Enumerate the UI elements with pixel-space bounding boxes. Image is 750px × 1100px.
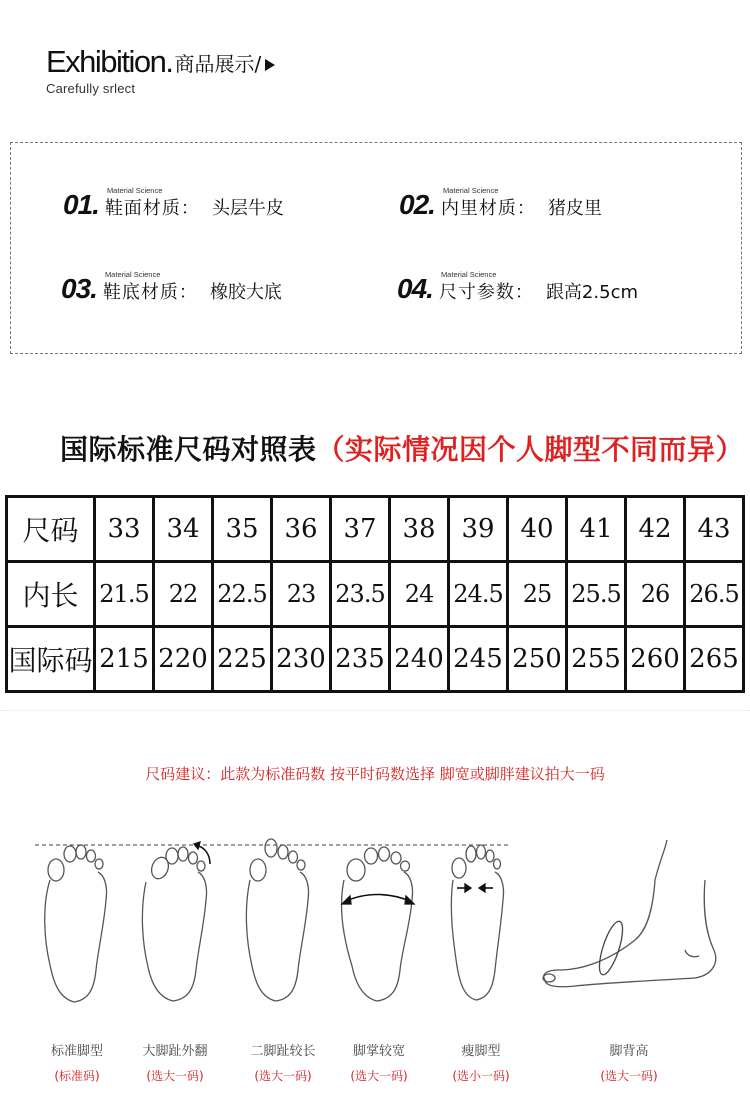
table-cell: 245 bbox=[449, 627, 508, 692]
foot-type-label bbox=[324, 1040, 434, 1084]
table-cell: 215 bbox=[95, 627, 154, 692]
bunion-foot-icon bbox=[142, 842, 210, 1001]
table-cell: 255 bbox=[567, 627, 626, 692]
material-value: 跟高2.5cm bbox=[545, 282, 638, 303]
material-value: 橡胶大底 bbox=[209, 282, 282, 303]
table-cell: 240 bbox=[390, 627, 449, 692]
foot-type-label bbox=[574, 1040, 684, 1084]
material-number: 02. bbox=[399, 189, 435, 220]
foot-type-label bbox=[426, 1040, 536, 1084]
row-header: 内长 bbox=[7, 562, 95, 627]
material-science-tag: Material Science bbox=[106, 186, 163, 195]
foot-type-name: 大脚趾外翻 bbox=[142, 1044, 208, 1059]
table-cell: 230 bbox=[272, 627, 331, 692]
material-label: 鞋底材质： bbox=[102, 282, 198, 303]
table-cell: 225 bbox=[213, 627, 272, 692]
standard-foot-icon bbox=[45, 845, 107, 1002]
long-second-toe-foot-icon bbox=[246, 839, 308, 1001]
table-cell: 23 bbox=[272, 562, 331, 627]
material-value: 头层牛皮 bbox=[211, 198, 284, 219]
table-cell: 26.5 bbox=[685, 562, 744, 627]
foot-type-label bbox=[120, 1040, 230, 1084]
table-cell: 260 bbox=[626, 627, 685, 692]
material-label: 尺寸参数： bbox=[438, 282, 534, 303]
table-cell: 24.5 bbox=[449, 562, 508, 627]
material-label: 鞋面材质： bbox=[104, 198, 200, 219]
table-cell: 42 bbox=[626, 497, 685, 562]
table-cell: 26 bbox=[626, 562, 685, 627]
play-arrow-icon bbox=[265, 59, 275, 71]
wide-foot-icon bbox=[342, 847, 414, 1001]
table-cell: 23.5 bbox=[331, 562, 390, 627]
table-cell: 21.5 bbox=[95, 562, 154, 627]
header-title-cn: 商品展示/ bbox=[174, 52, 262, 76]
row-header: 尺码 bbox=[7, 497, 95, 562]
material-science-tag: Material Science bbox=[442, 186, 499, 195]
material-number: 03. bbox=[61, 273, 97, 304]
foot-type-advice: (选小一码) bbox=[452, 1069, 510, 1083]
foot-type-illustrations bbox=[0, 830, 750, 1030]
table-cell: 25.5 bbox=[567, 562, 626, 627]
foot-type-name: 标准脚型 bbox=[50, 1044, 103, 1059]
section-divider bbox=[0, 710, 750, 712]
slim-foot-icon bbox=[451, 845, 503, 1000]
table-cell: 34 bbox=[154, 497, 213, 562]
foot-type-advice: (选大一码) bbox=[254, 1069, 312, 1083]
table-cell: 33 bbox=[95, 497, 154, 562]
table-cell: 25 bbox=[508, 562, 567, 627]
table-cell: 22.5 bbox=[213, 562, 272, 627]
table-cell: 36 bbox=[272, 497, 331, 562]
size-chart-title-main: 国际标准尺码对照表 bbox=[60, 433, 317, 466]
material-label: 内里材质： bbox=[440, 198, 536, 219]
material-number: 01. bbox=[63, 189, 99, 220]
table-cell: 35 bbox=[213, 497, 272, 562]
size-chart-title bbox=[60, 428, 744, 468]
material-item bbox=[63, 186, 284, 220]
size-table bbox=[5, 495, 745, 693]
table-cell: 22 bbox=[154, 562, 213, 627]
material-item bbox=[61, 270, 282, 304]
table-cell: 39 bbox=[449, 497, 508, 562]
foot-type-advice: (选大一码) bbox=[350, 1069, 408, 1083]
material-science-tag: Material Science bbox=[104, 270, 161, 279]
material-item bbox=[397, 270, 638, 304]
table-cell: 24 bbox=[390, 562, 449, 627]
material-science-tag: Material Science bbox=[440, 270, 497, 279]
row-header: 国际码 bbox=[7, 627, 95, 692]
foot-type-advice: (选大一码) bbox=[146, 1069, 204, 1083]
size-chart-title-note: （实际情况因个人脚型不同而异） bbox=[316, 433, 745, 466]
table-cell: 38 bbox=[390, 497, 449, 562]
table-cell: 235 bbox=[331, 627, 390, 692]
size-advice: 尺码建议：此款为标准码数 按平时码数选择 脚宽或脚胖建议拍大一码 bbox=[145, 765, 605, 783]
header-title-en: Exhibition. bbox=[46, 44, 173, 79]
table-cell: 43 bbox=[685, 497, 744, 562]
foot-type-advice: (标准码) bbox=[54, 1069, 100, 1083]
table-row bbox=[7, 627, 744, 692]
material-item bbox=[399, 186, 602, 220]
foot-type-name: 脚掌较宽 bbox=[352, 1044, 405, 1059]
table-row bbox=[7, 497, 744, 562]
foot-type-advice: (选大一码) bbox=[600, 1069, 658, 1083]
header-subtitle: Carefully srlect bbox=[46, 81, 136, 96]
material-value: 猪皮里 bbox=[547, 198, 602, 219]
page-header bbox=[46, 46, 275, 96]
high-instep-foot-icon bbox=[543, 840, 716, 987]
table-cell: 250 bbox=[508, 627, 567, 692]
foot-type-name: 二脚趾较长 bbox=[250, 1044, 316, 1059]
table-cell: 265 bbox=[685, 627, 744, 692]
foot-type-name: 脚背高 bbox=[609, 1044, 649, 1059]
table-cell: 220 bbox=[154, 627, 213, 692]
foot-type-label bbox=[22, 1040, 132, 1084]
foot-type-label bbox=[228, 1040, 338, 1084]
table-row bbox=[7, 562, 744, 627]
material-info-box bbox=[10, 142, 742, 354]
table-cell: 41 bbox=[567, 497, 626, 562]
table-cell: 37 bbox=[331, 497, 390, 562]
table-cell: 40 bbox=[508, 497, 567, 562]
foot-type-name: 瘦脚型 bbox=[461, 1044, 501, 1059]
material-number: 04. bbox=[397, 273, 433, 304]
